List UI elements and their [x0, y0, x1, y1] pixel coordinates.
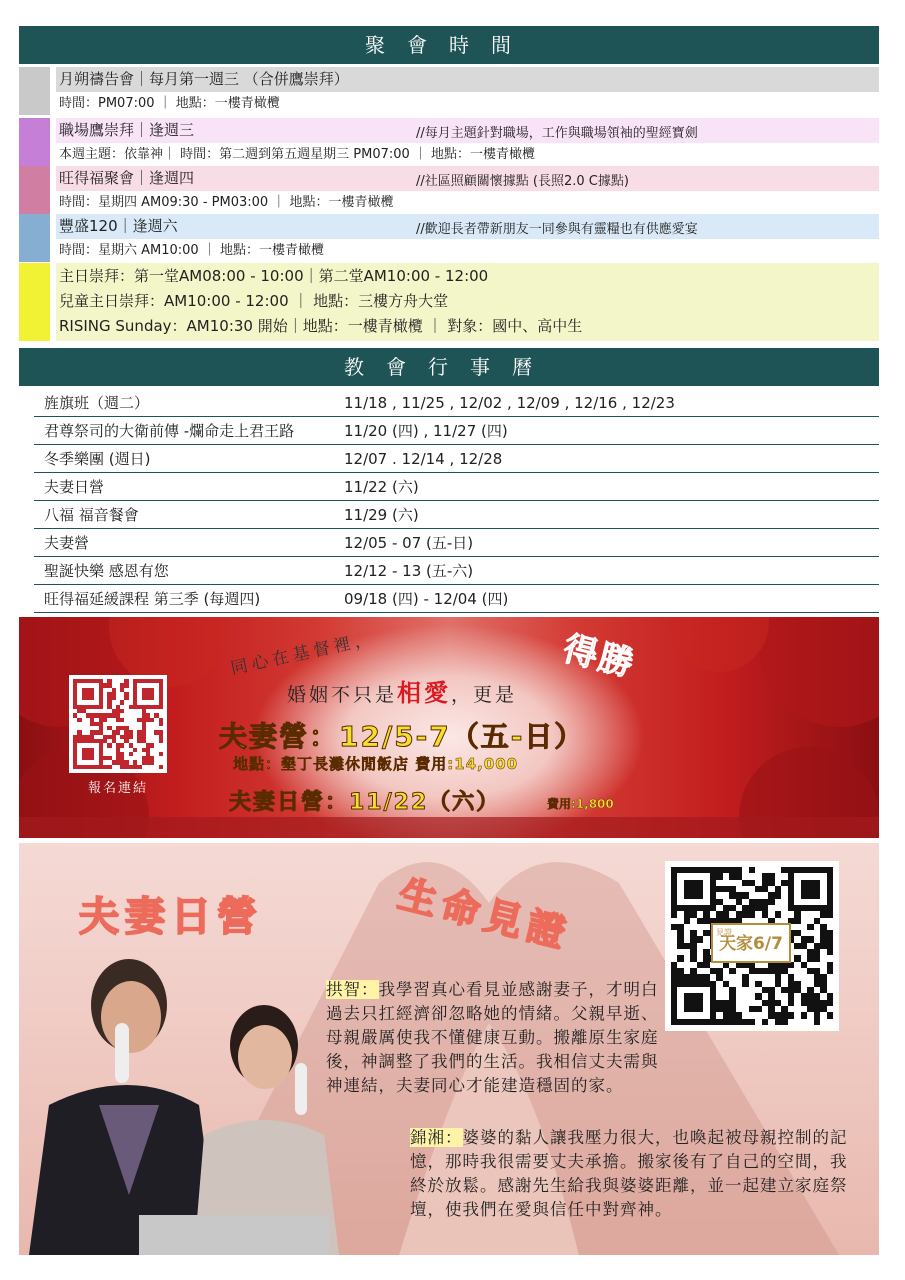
event-name: 夫妻營 — [44, 534, 90, 552]
meeting-note: //歡迎長者帶新朋友一同參與有靈糧也有供應愛宴 — [416, 222, 698, 237]
speaker-1-text: 我學習真心看見並感謝妻子，才明白過去只扛經濟卻忽略她的情緒。父親早逝、母親嚴厲使我不懂健康互動。搬離原生家庭後，神調整了我們的生活。我相信丈夫需與神連結，夫妻同心才能建造穩固的家。 — [326, 980, 659, 1095]
event-name: 君尊祭司的大衛前傳 -爛命走上君王路 — [44, 422, 295, 440]
event-date: 11/20 (四) , 11/27 (四) — [344, 422, 508, 440]
event-row — [34, 529, 879, 557]
camp-venue: 地點：墾丁長灘休閒飯店 費用:14,000 — [233, 755, 519, 773]
event-row — [34, 389, 879, 417]
meeting-row — [19, 67, 879, 115]
event-date: 11/22 (六) — [344, 478, 419, 496]
registration-qr-code[interactable] — [73, 679, 163, 769]
qr-logo-small: 見證 — [716, 928, 732, 937]
love-text: 相愛 — [397, 679, 452, 707]
event-row — [34, 473, 879, 501]
event-row — [34, 445, 879, 473]
speaker-2-text: 婆婆的黏人讓我壓力很大，也喚起被母親控制的記憶，那時我很需要丈夫承擔。搬家後有了自己的空間，我終於放鬆。感謝先生給我與婆婆距離，並一起建立家庭祭壇，使我們在愛與信任中對齊神。 — [410, 1128, 848, 1219]
event-date: 12/07 . 12/14 , 12/28 — [344, 450, 503, 468]
banner-qr-wrap — [69, 675, 167, 773]
meeting-title: 旺得福聚會｜逢週四 — [59, 169, 195, 187]
sunday-line-1: 主日崇拜：第一堂AM08:00 - 10:00｜第二堂AM10:00 - 12:00 — [59, 267, 489, 285]
sunday-block — [19, 263, 879, 341]
testimony-qr-wrap — [665, 861, 839, 1031]
event-date: 11/18 , 11/25 , 12/02 , 12/09 , 12/16 , 12/23 — [344, 394, 675, 412]
speaker-2-name: 錦湘： — [410, 1128, 463, 1147]
camp-title: 夫妻營：12/5-7（五-日） — [219, 720, 585, 753]
meeting-detail: 本週主題：依靠神｜ 時間：第二週到第五週星期三 PM07:00 ｜ 地點：一樓青橄欖 — [59, 147, 536, 162]
qr-logo-text: 天家6/7 — [719, 934, 783, 954]
day-camp-title: 夫妻日營：11/22（六） — [229, 790, 501, 815]
meeting-title: 豐盛120｜逢週六 — [59, 217, 178, 235]
meeting-accent — [19, 118, 50, 166]
meeting-detail: 時間：星期四 AM09:30 - PM03:00 ｜ 地點：一樓青橄欖 — [59, 195, 394, 210]
meeting-note: //社區照顧關懷據點 (長照2.0 C據點) — [416, 174, 629, 189]
calendar-header: 教會行事曆 — [19, 348, 879, 386]
meeting-row — [19, 166, 879, 214]
win-text: 得勝 — [559, 628, 639, 686]
event-name: 旺得福延緩課程 第三季 (每週四) — [44, 590, 261, 608]
meeting-accent — [19, 214, 50, 262]
speaker-1-name: 拱智： — [326, 980, 379, 999]
event-name: 旌旗班（週二） — [44, 394, 150, 412]
meeting-title: 月朔禱告會｜每月第一週三 （合併鷹崇拜） — [59, 70, 349, 88]
event-row — [34, 417, 879, 445]
event-name: 冬季樂團 (週日) — [44, 450, 151, 468]
event-row — [34, 557, 879, 585]
banner-line-2a: 婚姻不只是 — [287, 684, 398, 706]
banner-line-2 — [287, 673, 517, 708]
qr-caption: 報名連結 — [87, 781, 148, 796]
event-date: 12/12 - 13 (五-六) — [344, 562, 474, 580]
meeting-title: 職場鷹崇拜｜逢週三 — [59, 121, 195, 139]
banner-line-2b: ，更是 — [451, 684, 518, 706]
couples-camp-banner — [19, 617, 879, 838]
sunday-accent — [19, 263, 50, 341]
meeting-note: //每月主題針對職場，工作與職場領袖的聖經寶劍 — [416, 126, 698, 141]
meeting-detail: 時間：星期六 AM10:00 ｜ 地點：一樓青橄欖 — [59, 243, 324, 258]
meeting-accent — [19, 166, 50, 214]
sunday-line-2: 兒童主日崇拜：AM10:00 - 12:00 ｜ 地點：三樓方舟大堂 — [59, 292, 449, 310]
sunday-line-3: RISING Sunday：AM10:30 開始｜地點：一樓青橄欖 ｜ 對象：國中、高中生 — [59, 317, 583, 335]
meeting-accent — [19, 67, 50, 115]
banner-line-1: 同心在基督裡， — [229, 628, 377, 680]
testimony-title-1: 夫妻日營 — [79, 894, 263, 940]
event-date: 12/05 - 07 (五-日) — [344, 534, 474, 552]
event-name: 八福 福音餐會 — [44, 506, 139, 524]
event-name: 聖誕快樂 感恩有您 — [44, 562, 169, 580]
event-date: 11/29 (六) — [344, 506, 419, 524]
qr-logo — [711, 923, 791, 963]
event-date: 09/18 (四) - 12/04 (四) — [344, 590, 509, 608]
testimony-section — [19, 843, 879, 1255]
meeting-detail: 時間：PM07:00 ｜ 地點：一樓青橄欖 — [59, 96, 280, 111]
event-row — [34, 585, 879, 613]
day-camp-fee: 費用:1,800 — [547, 797, 614, 811]
schedule-header: 聚會時間 — [19, 26, 879, 64]
testimony-1 — [326, 978, 661, 1098]
meeting-row — [19, 118, 879, 166]
testimony-2 — [410, 1126, 858, 1222]
speakers-photo — [19, 945, 349, 1255]
meeting-row — [19, 214, 879, 262]
testimony-title-2: 生命見證 — [394, 871, 576, 958]
event-name: 夫妻日營 — [44, 478, 105, 496]
event-row — [34, 501, 879, 529]
